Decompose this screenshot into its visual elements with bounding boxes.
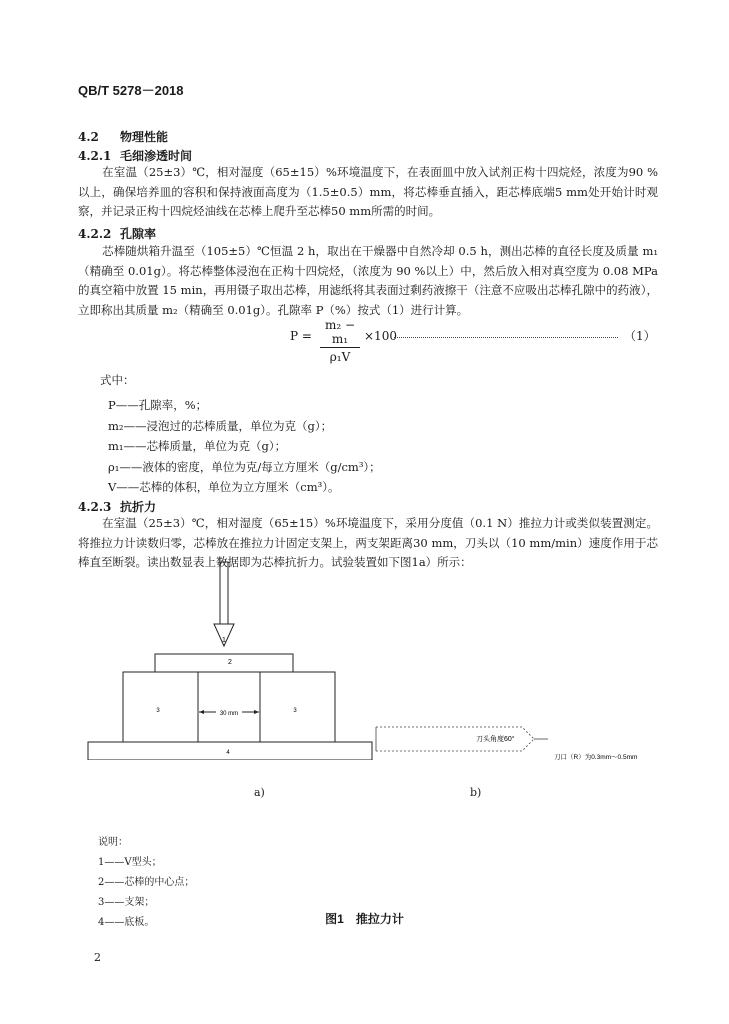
caption-a: a): [254, 786, 265, 799]
subsection-title: 抗折力: [120, 500, 157, 514]
figure-blade-b: [372, 715, 662, 775]
subsection-number: 4.2.3: [78, 500, 112, 514]
subsection-heading-422: [78, 225, 156, 242]
subsection-number: 4.2.2: [78, 227, 112, 241]
label-base: 4: [226, 750, 230, 756]
arrow-left-icon: [199, 710, 204, 714]
legend-item: 4——底板。: [98, 917, 155, 928]
support-left: [123, 672, 198, 742]
legend-item: 3——支架；: [98, 897, 155, 908]
label-center: 2: [228, 659, 232, 666]
subsection-heading-423: [78, 498, 156, 515]
label-v-head: 1: [222, 637, 226, 644]
standard-number: QB/T 5278－2018: [78, 83, 184, 98]
label-distance: 30 mm: [219, 711, 239, 717]
legend-item: 2——芯棒的中心点；: [98, 877, 195, 888]
label-support-right: 3: [293, 708, 297, 714]
blade-angle-label: 刀头角度60°: [476, 736, 515, 743]
caption-b: b): [470, 786, 482, 799]
formula-1: [290, 318, 660, 362]
legend-item: 1——V型头；: [98, 857, 162, 868]
subsection-heading-421: [78, 147, 192, 164]
paragraph-text: 在室温（25±3）℃，相对湿度（65±15）%环境温度下，在表面皿中放入试剂正构十四烷烃，浓度为90 %以上，确保培养皿的容积和保持液面高度为（1.5±0.5）mm，将芯棒垂直插入，距芯棒底端5 mm处开始计时观察，并记录正构十四烷烃油线在芯棒上爬升至芯棒50 mm所需的时间。: [78, 165, 658, 218]
page-number: 2: [94, 951, 101, 964]
variable-item: V——芯棒的体积，单位为立方厘米（cm³）。: [108, 480, 340, 494]
formula-multiplier: ×100: [364, 329, 397, 343]
section-heading: [78, 128, 168, 145]
variable-list: [108, 395, 381, 498]
specimen-rod: [155, 654, 293, 672]
paragraph-text: 在室温（25±3）℃，相对湿度（65±15）%环境温度下，采用分度值（0.1 N）推拉力计或类似装置测定。将推拉力计读数归零，芯棒放在推拉力计固定支架上，两支架距离30 mm，刀头以（10 mm/min）速度作用于芯棒直至断裂。读出数显表上数据即为芯棒抗折力。试验装置如下图1a）所示：: [78, 516, 658, 569]
label-support-left: 3: [156, 708, 160, 714]
variable-item: ρ₁——液体的密度，单位为克/每立方厘米（g/cm³）；: [108, 459, 381, 474]
blade-edge-label: 刀口（R）为0.3mm～0.5mm: [554, 754, 638, 761]
section-number: 4.2: [78, 130, 99, 144]
section-title: 物理性能: [120, 130, 169, 144]
formula-fraction: [320, 318, 360, 364]
subsection-number: 4.2.1: [78, 149, 112, 163]
variable-item: P——孔隙率，%；: [108, 398, 208, 412]
push-rod: [220, 562, 228, 624]
figure-apparatus-a: [80, 560, 380, 760]
where-label: 式中：: [100, 373, 135, 387]
variable-item: m₂——浸泡过的芯棒质量，单位为克（g）；: [108, 418, 333, 433]
formula-lhs: P =: [290, 329, 312, 343]
paragraph-421: [78, 163, 658, 222]
formula-number: （1）: [624, 329, 656, 343]
formula-leader-dots: [394, 329, 618, 338]
legend-title: 说明：: [98, 837, 128, 848]
base-plate: [88, 742, 372, 760]
subsection-title: 毛细渗透时间: [120, 149, 193, 163]
support-right: [260, 672, 335, 742]
paragraph-422: [78, 242, 658, 320]
figure-title: 图1 推拉力计: [325, 912, 404, 926]
arrow-right-icon: [254, 710, 259, 714]
subsection-title: 孔隙率: [120, 227, 157, 241]
formula-numerator: m₂ − m₁: [320, 318, 360, 348]
variable-item: m₁——芯棒质量，单位为克（g）；: [108, 439, 287, 453]
formula-denominator: ρ₁V: [329, 350, 351, 364]
paragraph-text: 芯棒随烘箱升温至（105±5）℃恒温 2 h，取出在干燥器中自然冷却 0.5 h，测出芯棒的直径长度及质量 m₁（精确至 0.01g）。将芯棒整体浸泡在正构十四烷烃，（浓度为 90 %以上）中，然后放入相对真空度为 0.08 MPa 的真空箱中放置 15 min，再用镊子取出芯棒，用滤纸将其表面过剩药液擦干（注意不应吸出芯棒孔隙中的药液），立即称出其质量 m₂（精确至 0.01g）。孔隙率 P（%）按式（1）进行计算。: [78, 244, 658, 317]
